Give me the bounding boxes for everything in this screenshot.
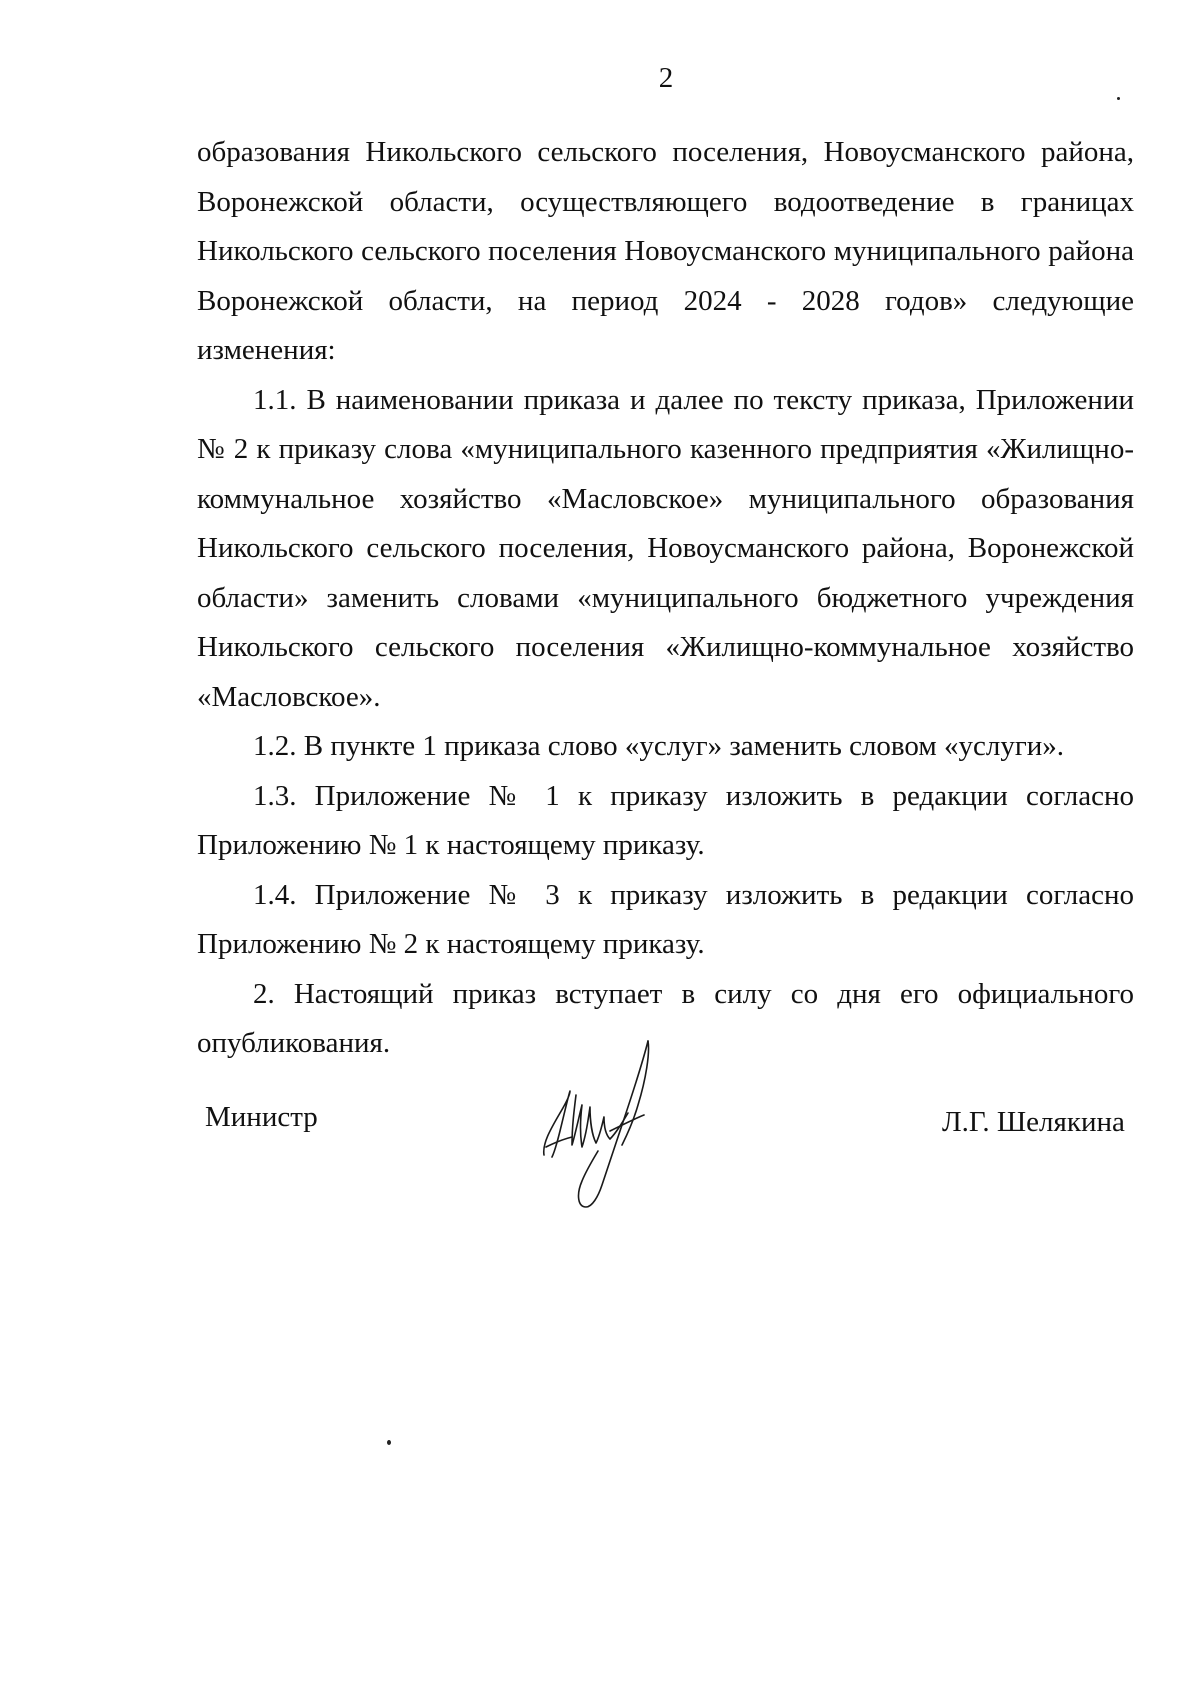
paragraph-1-2: 1.2. В пункте 1 приказа слово «услуг» заменить словом «услуги». <box>253 730 1064 762</box>
handwritten-signature <box>530 1035 680 1215</box>
paragraph-continuation: образования Никольского сельского поселения, Новоусманского района, Воронежской области, осуществляющего водоотведение в границах Никольского сельского поселения Новоусманского муниципального района Воронежской области, на период 2024 - 2028 годов» следующие изменения: <box>197 136 1134 366</box>
scan-speck <box>387 1440 391 1445</box>
paragraph-1-1: 1.1. В наименовании приказа и далее по тексту приказа, Приложении № 2 к приказу слова «муниципального казенного предприятия «Жилищно-коммунальное хозяйство «Масловское» муниципального образования Никольского сельского поселения, Новоусманского района, Воронежской области» заменить словами «муниципального бюджетного учреждения Никольского сельского поселения «Жилищно-коммунальное хозяйство «Масловское». <box>197 383 1134 713</box>
scan-speck <box>1117 97 1120 100</box>
paragraph-1-3: 1.3. Приложение № 1 к приказу изложить в редакции согласно Приложению № 1 к настоящему приказу. <box>197 779 1134 861</box>
signatory-title: Министр <box>205 1101 318 1133</box>
paragraph-1-4: 1.4. Приложение № 3 к приказу изложить в редакции согласно Приложению № 2 к настоящему приказу. <box>197 878 1134 960</box>
paragraph-2: 2. Настоящий приказ вступает в силу со дня его официального опубликования. <box>197 977 1134 1059</box>
page-number: 2 <box>658 62 674 94</box>
body-text <box>197 128 1134 1069</box>
signatory-name: Л.Г. Шелякина <box>942 1106 1125 1138</box>
